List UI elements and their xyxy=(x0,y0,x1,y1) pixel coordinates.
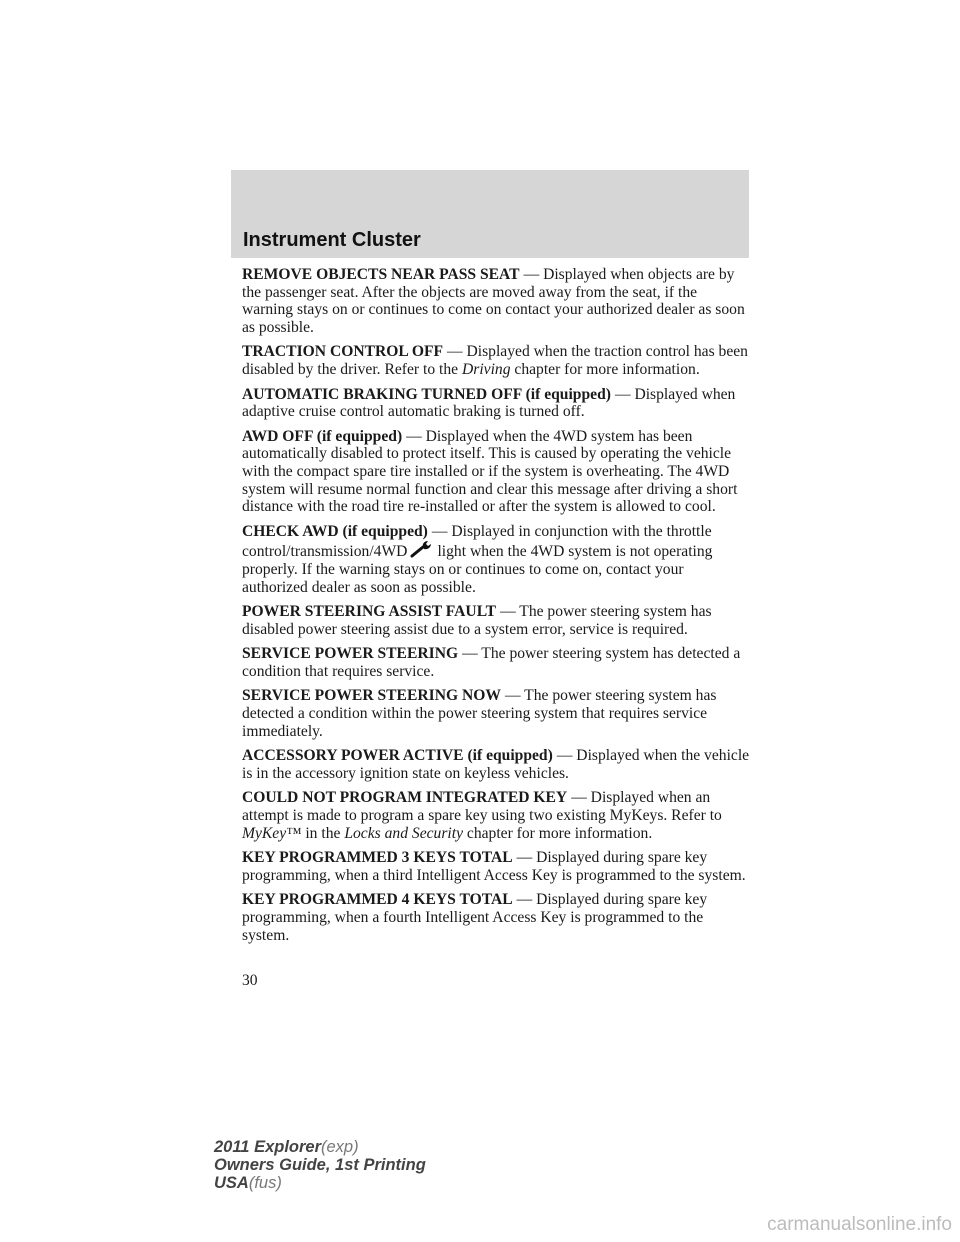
message-entry xyxy=(242,603,752,638)
message-entry xyxy=(242,687,752,740)
message-entry xyxy=(242,266,752,336)
message-entry xyxy=(242,645,752,680)
chapter-reference: Driving xyxy=(461,360,511,378)
footer-model: 2011 Explorer xyxy=(214,1138,322,1156)
footer-printing: Owners Guide, 1st Printing xyxy=(214,1156,426,1174)
message-term: POWER STEERING ASSIST FAULT xyxy=(242,603,497,621)
message-term: KEY PROGRAMMED 3 KEYS TOTAL xyxy=(242,849,513,867)
message-description: — Displayed when the 4WD system has been automatically disabled to protect itself. This is caused by operating the vehicle with the compact spare tire installed or if the system is overheating. The 4WD system will resume normal function and clear this message after driving a short distance with the road tire re-installed or after the system is allowed to cool. xyxy=(242,427,738,516)
message-list xyxy=(242,266,752,951)
section-title: Instrument Cluster xyxy=(243,229,421,251)
message-entry xyxy=(242,386,752,421)
message-description: — Displayed during spare key programming, when a third Intelligent Access Key is programmed to the system. xyxy=(242,849,746,884)
message-entry xyxy=(242,343,752,378)
message-term: AUTOMATIC BRAKING TURNED OFF (if equipped) xyxy=(242,385,611,403)
message-description: — The power steering system has detected a condition within the power steering system that requires service immediately. xyxy=(242,687,717,740)
footer-market: USA xyxy=(214,1174,249,1192)
page-number: 30 xyxy=(242,972,258,989)
message-entry xyxy=(242,428,752,516)
message-term: AWD OFF (if equipped) xyxy=(242,427,403,445)
message-description: — Displayed in conjunction with the throttle control/transmission/4WD xyxy=(242,522,712,561)
message-term: KEY PROGRAMMED 4 KEYS TOTAL xyxy=(242,891,513,909)
footer-market-code: (fus) xyxy=(248,1174,282,1192)
message-description: — Displayed when the traction control has been disabled by the driver. Refer to the xyxy=(242,343,748,378)
footer-line-market xyxy=(214,1174,426,1192)
watermark: carmanualsonline.info xyxy=(767,1214,952,1235)
message-description: — Displayed when the vehicle is in the accessory ignition state on keyless vehicles. xyxy=(242,747,750,782)
message-description-cont: chapter for more information. xyxy=(510,360,700,378)
chapter-reference: Locks and Security xyxy=(344,824,463,842)
message-entry xyxy=(242,523,752,596)
wrench-icon xyxy=(409,540,435,558)
message-description: — The power steering system has disabled power steering assist due to a system error, service is required. xyxy=(242,603,712,638)
message-term: TRACTION CONTROL OFF xyxy=(242,343,444,361)
footer-line-model xyxy=(214,1138,426,1156)
feature-reference: MyKey™ xyxy=(242,824,302,842)
message-entry xyxy=(242,747,752,782)
message-term: SERVICE POWER STEERING NOW xyxy=(242,687,501,705)
message-description: — Displayed when objects are by the passenger seat. After the objects are moved away from the seat, if the warning stays on or continues to come on contact your authorized dealer as soon as possible. xyxy=(242,266,745,336)
message-description: — The power steering system has detected a condition that requires service. xyxy=(242,645,741,680)
message-term: SERVICE POWER STEERING xyxy=(242,645,459,663)
message-term: COULD NOT PROGRAM INTEGRATED KEY xyxy=(242,789,568,807)
message-entry xyxy=(242,789,752,842)
message-description-cont: light when the 4WD system is not operating properly. If the warning stays on or continues to come on, contact your authorized dealer as soon as possible. xyxy=(242,543,713,596)
message-description: — Displayed when an attempt is made to program a spare key using two existing MyKeys. Refer to xyxy=(242,789,722,825)
message-entry xyxy=(242,849,752,884)
message-description: — Displayed during spare key programming, when a fourth Intelligent Access Key is programmed to the system. xyxy=(242,891,708,944)
section-header-band xyxy=(231,170,749,258)
footer-model-code: (exp) xyxy=(321,1138,359,1156)
message-term: ACCESSORY POWER ACTIVE (if equipped) xyxy=(242,747,553,765)
message-term: CHECK AWD (if equipped) xyxy=(242,522,428,540)
message-description-cont: in the xyxy=(301,824,345,842)
document-footer xyxy=(214,1138,426,1192)
message-description: — Displayed when adaptive cruise control automatic braking is turned off. xyxy=(242,385,736,421)
message-description-cont: chapter for more information. xyxy=(463,824,653,842)
message-term: REMOVE OBJECTS NEAR PASS SEAT xyxy=(242,266,520,283)
message-entry xyxy=(242,891,752,944)
